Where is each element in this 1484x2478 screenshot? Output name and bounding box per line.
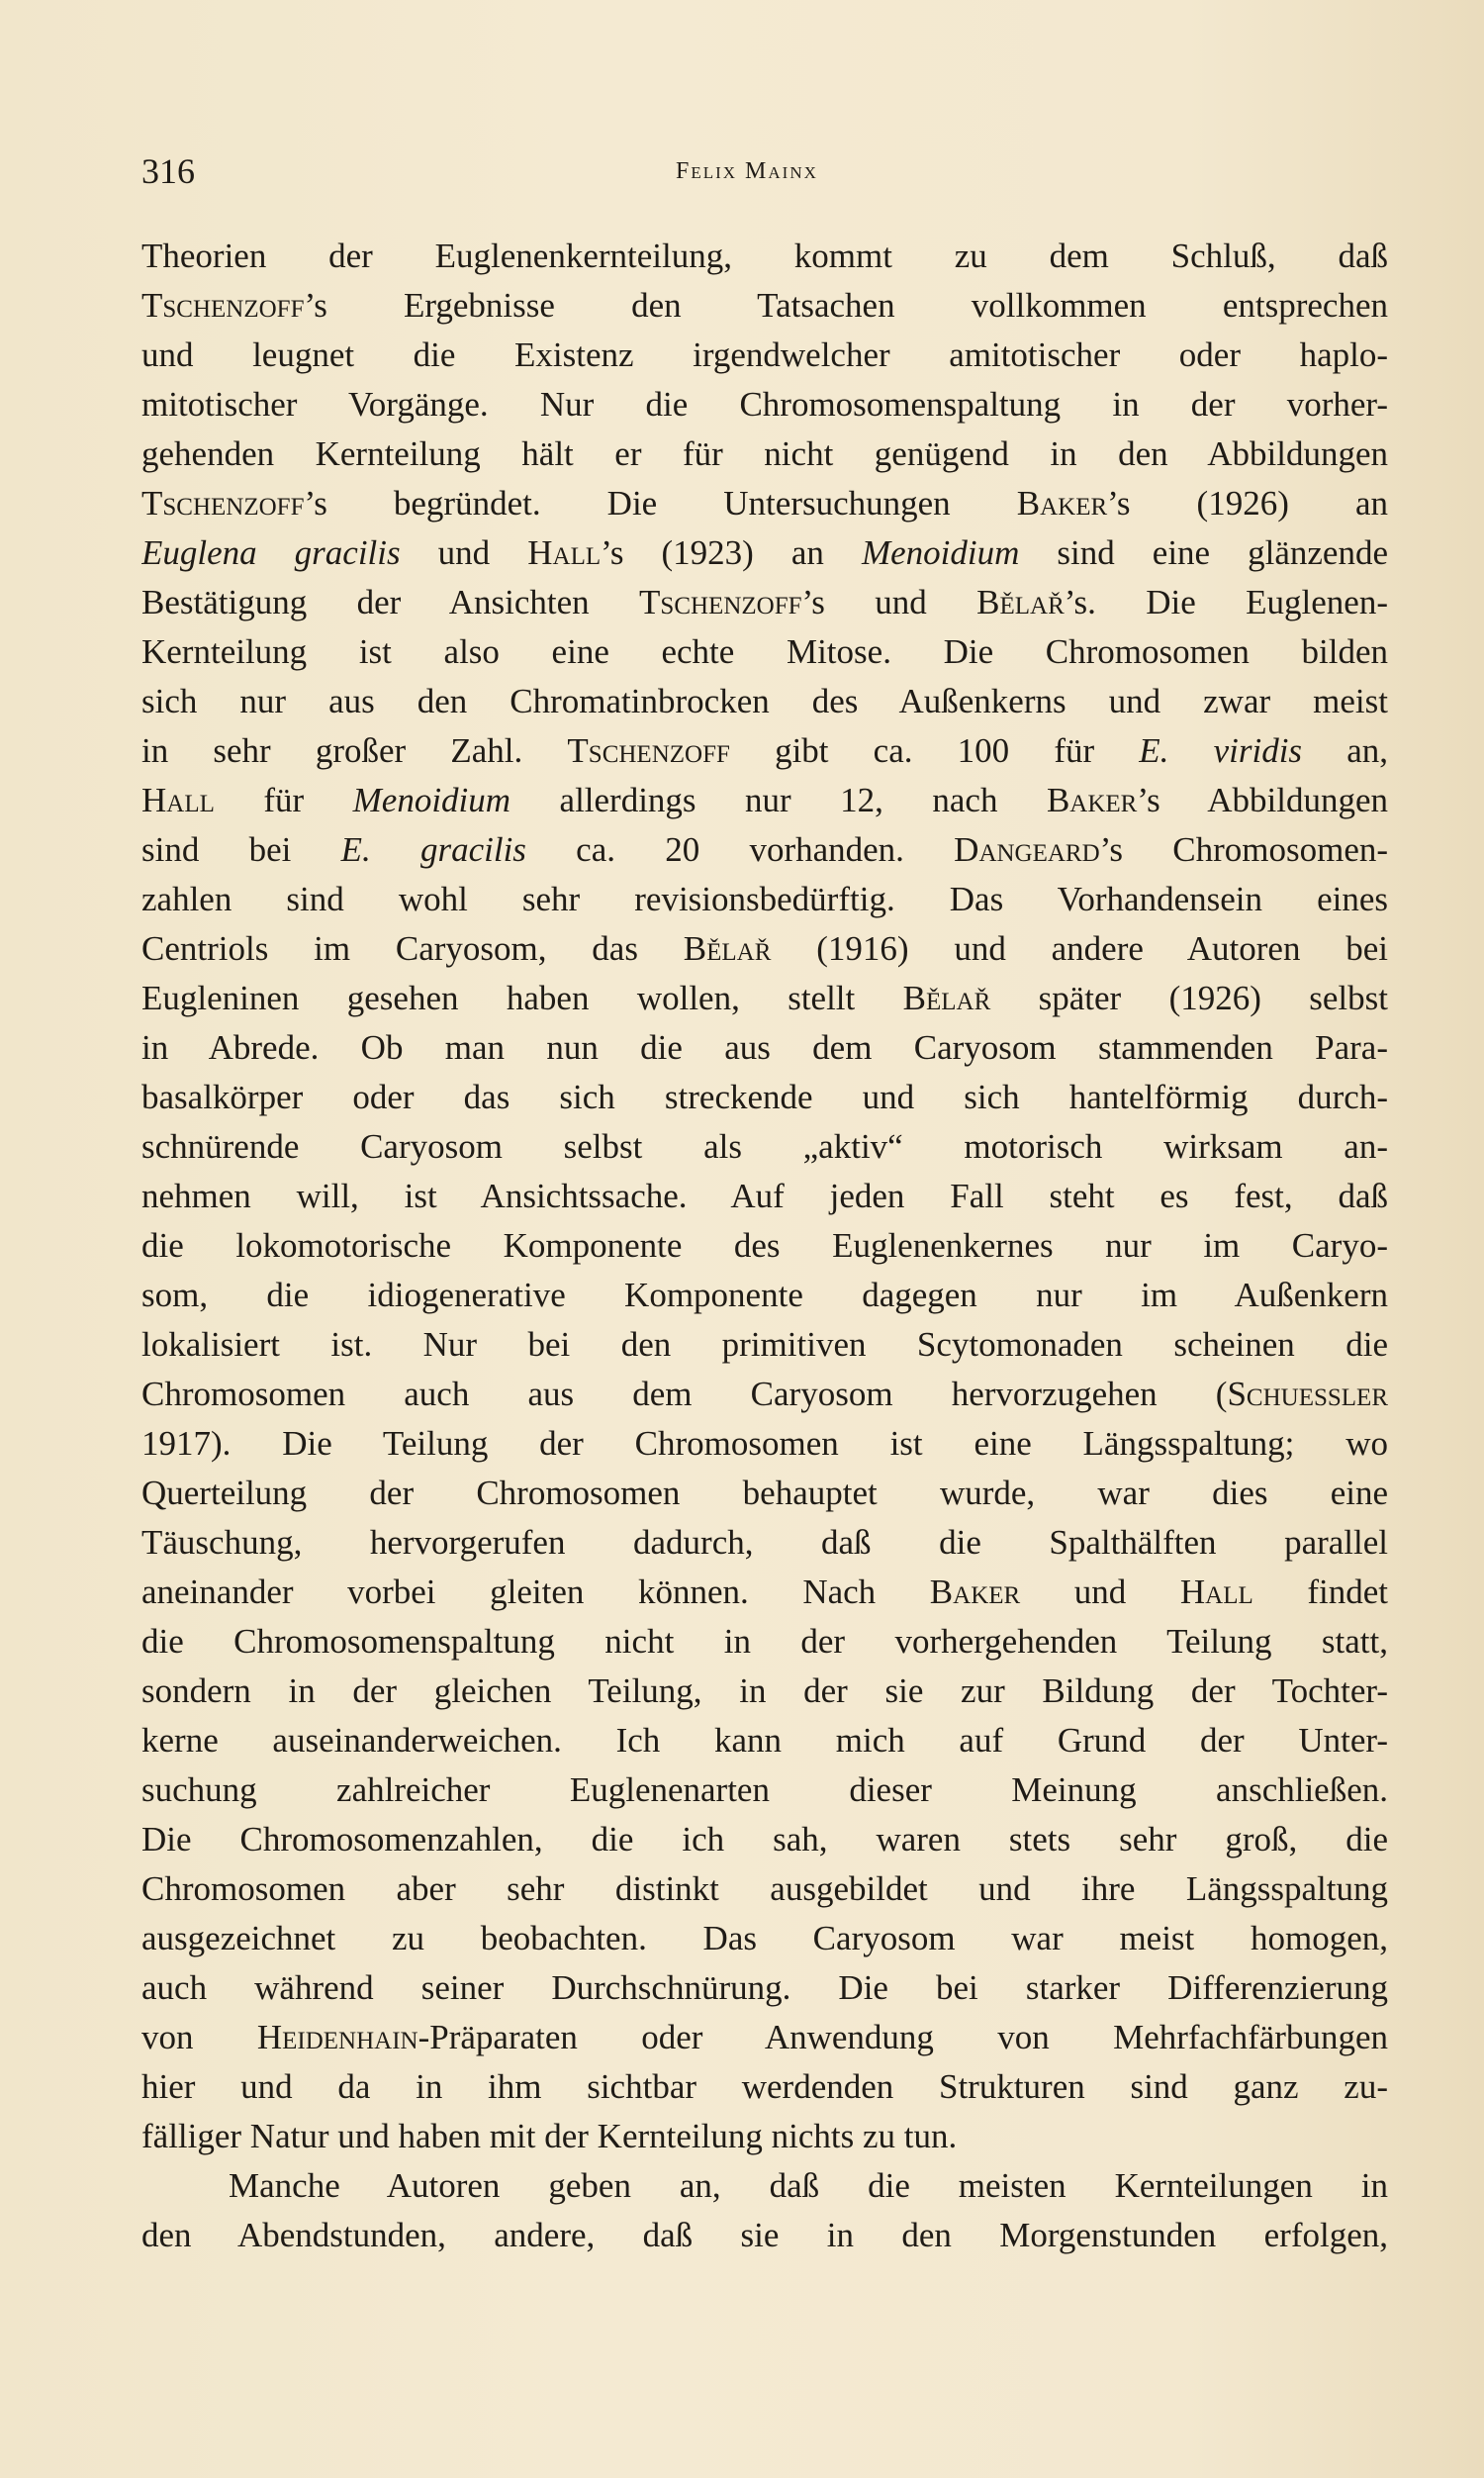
text-line — [141, 331, 1388, 380]
author-name: Bělař — [902, 979, 991, 1017]
text-line — [141, 974, 1388, 1023]
author-name: Bělař — [976, 583, 1065, 621]
page-number: 316 — [141, 151, 195, 191]
page-header — [141, 150, 1388, 200]
text-line — [141, 776, 1388, 825]
text-line — [141, 1221, 1388, 1271]
text-segment: Manche Autoren geben an, daß die meisten Kernteilungen in — [229, 2166, 1388, 2205]
author-name: Hall — [527, 533, 602, 572]
text-segment: 1917). Die Teilung der Chromosomen ist eine Längsspaltung; wo — [141, 1424, 1388, 1463]
text-line — [141, 429, 1388, 479]
text-segment: auch während seiner Durchschnürung. Die bei starker Differenzierung — [141, 1968, 1388, 2007]
text-segment: an, — [1302, 731, 1388, 770]
text-segment: hier und da in ihm sichtbar werdenden Strukturen sind ganz zu- — [141, 2067, 1388, 2106]
text-line — [141, 380, 1388, 429]
text-line — [141, 2112, 1388, 2161]
text-segment: -Präparaten oder Anwendung von Mehrfachfärbungen — [417, 2018, 1388, 2056]
text-segment: sind eine glänzende — [1019, 533, 1388, 572]
taxon-name: Euglena gracilis — [141, 533, 401, 572]
text-segment: den Abendstunden, andere, daß sie in den Morgenstunden erfolgen, — [141, 2216, 1388, 2254]
text-line — [141, 1073, 1388, 1122]
author-name: Tschenzoff — [567, 731, 730, 770]
text-segment: ’s Ergebnisse den Tatsachen vollkommen entsprechen — [304, 286, 1388, 325]
text-segment: ’s und — [801, 583, 977, 621]
text-line — [141, 1617, 1388, 1667]
author-name: Dangeard — [954, 830, 1100, 869]
text-segment: ’s (1923) an — [601, 533, 862, 572]
text-segment: som, die idiogenerative Komponente dagegen nur im Außenkern — [141, 1276, 1388, 1314]
text-segment: ’s Chromosomen- — [1099, 830, 1388, 869]
text-segment: Querteilung der Chromosomen behauptet wurde, war dies eine — [141, 1474, 1388, 1512]
author-name: Tschenzoff — [639, 583, 802, 621]
text-line — [141, 825, 1388, 875]
text-line — [141, 1815, 1388, 1864]
text-segment: die Chromosomenspaltung nicht in der vorhergehenden Teilung statt, — [141, 1622, 1388, 1661]
text-line — [141, 528, 1388, 578]
text-segment: ’s begründet. Die Untersuchungen — [304, 484, 1017, 523]
text-segment: gibt ca. 100 für — [729, 731, 1140, 770]
text-segment: sondern in der gleichen Teilung, in der sie zur Bildung der Tochter- — [141, 1671, 1388, 1710]
text-segment: ’s. Die Euglenen- — [1064, 583, 1388, 621]
text-line — [141, 281, 1388, 331]
text-line — [141, 1963, 1388, 2013]
taxon-name: E. viridis — [1139, 731, 1303, 770]
text-line — [141, 1419, 1388, 1469]
text-segment: basalkörper oder das sich streckende und sich hantelförmig durch- — [141, 1078, 1388, 1116]
text-segment: sich nur aus den Chromatinbrocken des Außenkerns und zwar meist — [141, 682, 1388, 720]
text-line — [141, 1370, 1388, 1419]
text-line — [141, 1172, 1388, 1221]
text-line — [141, 2013, 1388, 2062]
running-head: Felix Mainx — [676, 158, 818, 184]
author-name: Baker — [1016, 484, 1108, 523]
text-segment: Bestätigung der Ansichten — [141, 583, 640, 621]
text-line — [141, 1568, 1388, 1617]
text-line — [141, 1023, 1388, 1073]
author-name: Tschenzoff — [141, 286, 305, 325]
text-segment: ’s Abbildungen — [1137, 781, 1388, 819]
text-segment: allerdings nur 12, nach — [510, 781, 1047, 819]
text-segment: für — [214, 781, 353, 819]
text-line — [141, 2062, 1388, 2112]
text-segment: (1916) und andere Autoren bei — [771, 929, 1388, 968]
text-segment: in sehr großer Zahl. — [141, 731, 568, 770]
taxon-name: E. gracilis — [340, 830, 526, 869]
text-segment: Theorien der Euglenenkernteilung, kommt zu dem Schluß, daß — [141, 237, 1388, 275]
text-segment: zahlen sind wohl sehr revisionsbedürftig. Das Vorhandensein eines — [141, 880, 1388, 918]
text-segment: Eugleninen gesehen haben wollen, stellt — [141, 979, 903, 1017]
text-segment: fälliger Natur und haben mit der Kernteilung nichts zu tun. — [141, 2117, 958, 2155]
text-line — [141, 1765, 1388, 1815]
text-line — [141, 1320, 1388, 1370]
text-line — [141, 1122, 1388, 1172]
text-line — [141, 1271, 1388, 1320]
text-line — [141, 1864, 1388, 1914]
text-segment: in Abrede. Ob man nun die aus dem Caryosom stammenden Para- — [141, 1028, 1388, 1067]
text-segment: Täuschung, hervorgerufen dadurch, daß die Spalthälften parallel — [141, 1523, 1388, 1562]
text-segment: suchung zahlreicher Euglenenarten dieser Meinung anschließen. — [141, 1770, 1388, 1809]
author-name: Baker — [929, 1573, 1021, 1611]
text-line — [141, 1469, 1388, 1518]
text-line — [141, 627, 1388, 677]
text-segment: Chromosomen aber sehr distinkt ausgebildet und ihre Längsspaltung — [141, 1869, 1388, 1908]
text-line — [141, 1667, 1388, 1716]
author-name: Heidenhain — [256, 2018, 418, 2056]
text-line — [141, 2211, 1388, 2260]
text-line — [141, 1914, 1388, 1963]
author-name: Schuessler — [1227, 1375, 1388, 1413]
author-name: Baker — [1046, 781, 1138, 819]
text-segment: mitotischer Vorgänge. Nur die Chromosomenspaltung in der vorher- — [141, 385, 1388, 424]
text-line — [141, 924, 1388, 974]
text-line — [141, 232, 1388, 281]
text-segment: und — [400, 533, 528, 572]
text-segment: ’s (1926) an — [1107, 484, 1388, 523]
text-segment: lokalisiert ist. Nur bei den primitiven Scytomonaden scheinen die — [141, 1325, 1388, 1364]
text-segment: Die Chromosomenzahlen, die ich sah, waren stets sehr groß, die — [141, 1820, 1388, 1858]
text-segment: Chromosomen auch aus dem Caryosom hervorzugehen ( — [141, 1375, 1228, 1413]
text-line — [141, 875, 1388, 924]
text-segment: und — [1020, 1573, 1180, 1611]
text-segment: die lokomotorische Komponente des Euglenenkernes nur im Caryo- — [141, 1226, 1388, 1265]
text-line — [141, 677, 1388, 726]
taxon-name: Menoidium — [861, 533, 1020, 572]
text-segment: Centriols im Caryosom, das — [141, 929, 684, 968]
text-line — [141, 2161, 1388, 2211]
text-line — [141, 479, 1388, 528]
text-line — [141, 1518, 1388, 1568]
text-line — [141, 726, 1388, 776]
text-segment: später (1926) selbst — [990, 979, 1388, 1017]
text-segment: von — [141, 2018, 257, 2056]
text-segment: Kernteilung ist also eine echte Mitose. Die Chromosomen bilden — [141, 632, 1388, 671]
text-line — [141, 1716, 1388, 1765]
author-name: Tschenzoff — [141, 484, 305, 523]
author-name: Hall — [141, 781, 215, 819]
text-segment: und leugnet die Existenz irgendwelcher amitotischer oder haplo- — [141, 335, 1388, 374]
text-segment: findet — [1252, 1573, 1388, 1611]
text-segment: ausgezeichnet zu beobachten. Das Caryosom war meist homogen, — [141, 1919, 1388, 1957]
text-segment: kerne auseinanderweichen. Ich kann mich auf Grund der Unter- — [141, 1721, 1388, 1760]
text-line — [141, 578, 1388, 627]
taxon-name: Menoidium — [352, 781, 511, 819]
text-segment: nehmen will, ist Ansichtssache. Auf jeden Fall steht es fest, daß — [141, 1177, 1388, 1215]
author-name: Hall — [1179, 1573, 1253, 1611]
text-segment: aneinander vorbei gleiten können. Nach — [141, 1573, 930, 1611]
author-name: Bělař — [683, 929, 772, 968]
body-text — [141, 232, 1388, 2260]
text-segment: sind bei — [141, 830, 341, 869]
text-segment: gehenden Kernteilung hält er für nicht genügend in den Abbildungen — [141, 434, 1388, 473]
text-segment: schnürende Caryosom selbst als „aktiv“ motorisch wirksam an- — [141, 1127, 1388, 1166]
text-segment: ca. 20 vorhanden. — [525, 830, 955, 869]
